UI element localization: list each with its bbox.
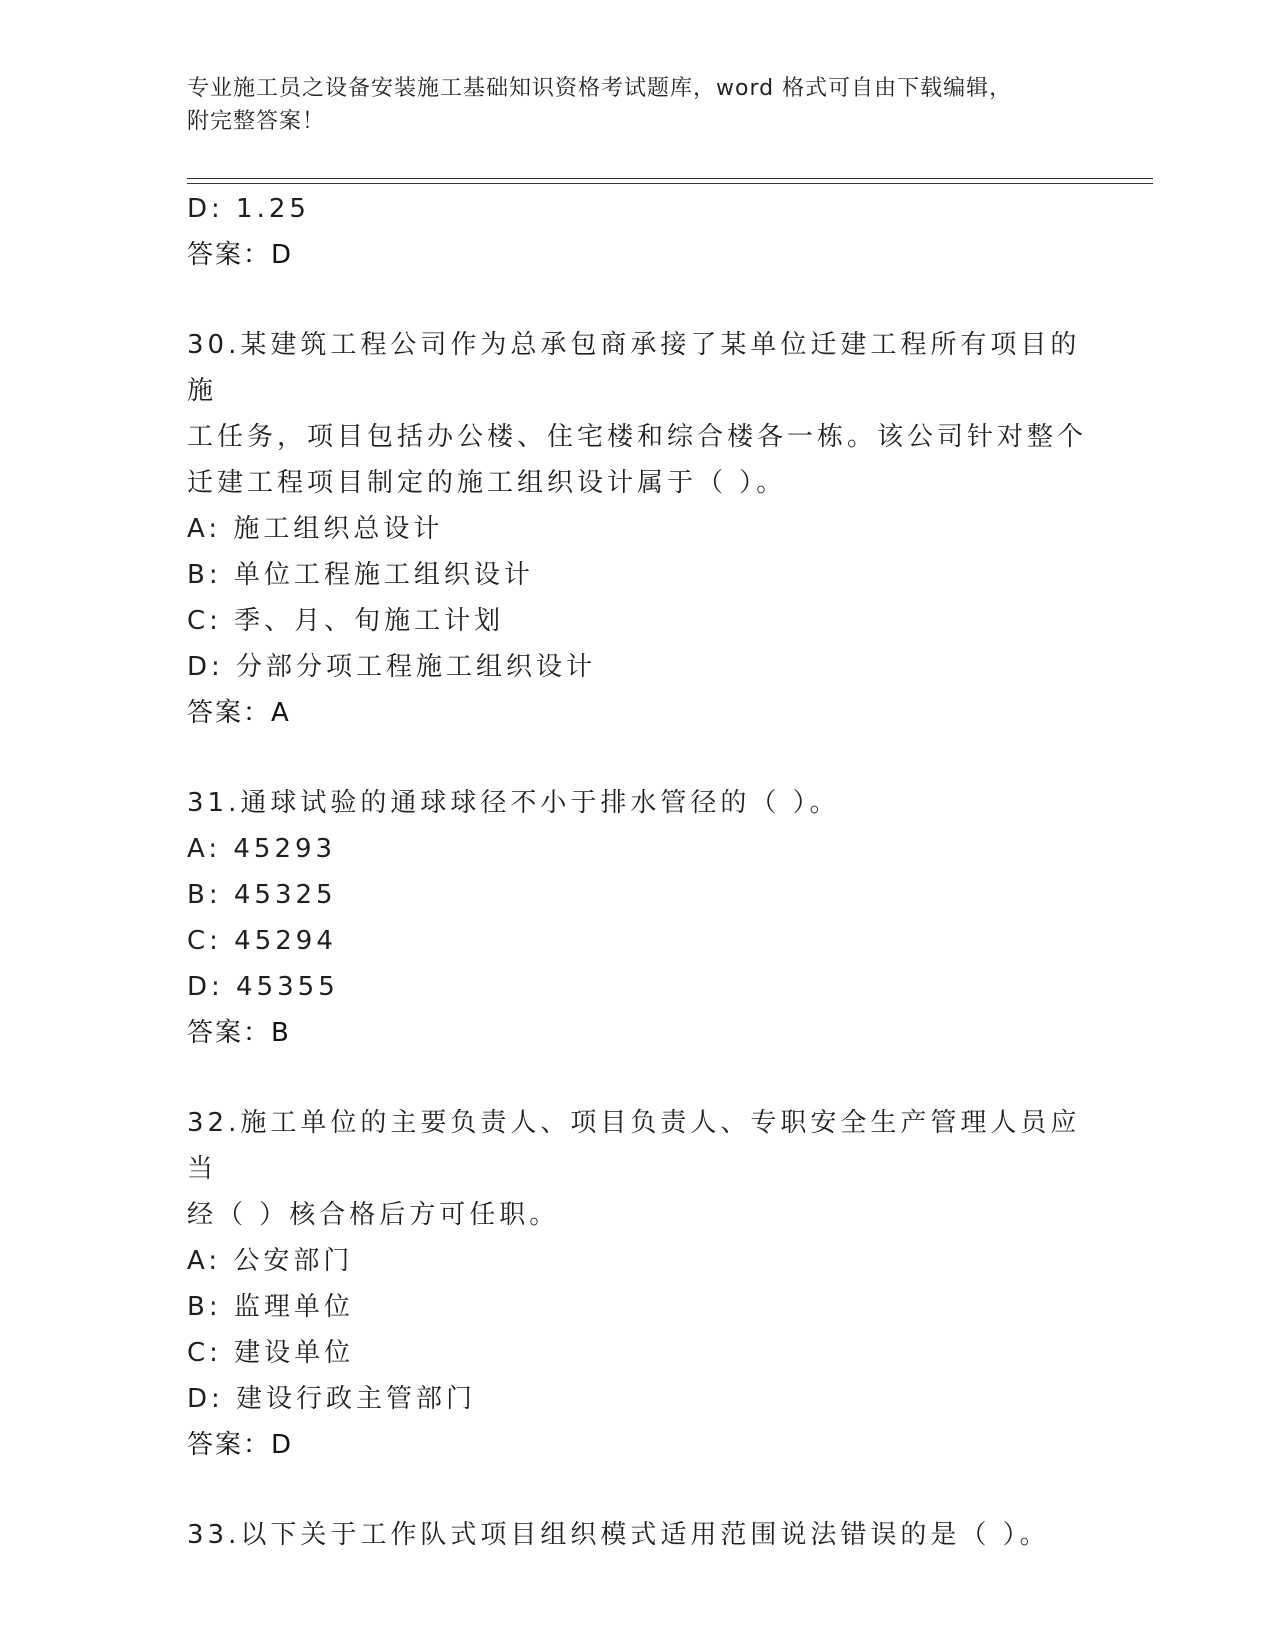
option-b: B: 监理单位 bbox=[187, 1292, 354, 1322]
option-a: A: 45293 bbox=[187, 834, 337, 864]
question-line: 32.施工单位的主要负责人、项目负责人、专职安全生产管理人员应当 bbox=[187, 1108, 1081, 1184]
question-32 bbox=[187, 1100, 1087, 1468]
previous-question-tail bbox=[187, 186, 1087, 278]
header-rule-bottom bbox=[187, 183, 1153, 184]
option-b: B: 45325 bbox=[187, 880, 337, 910]
question-text bbox=[187, 1512, 1087, 1558]
option-a: A: 施工组织总设计 bbox=[187, 514, 444, 544]
question-line: 31.通球试验的通球球径不小于排水管径的（ ）。 bbox=[187, 788, 840, 818]
question-line: 工任务，项目包括办公楼、住宅楼和综合楼各一栋。该公司针对整个 bbox=[187, 422, 1088, 452]
question-line: 经（ ）核合格后方可任职。 bbox=[187, 1200, 560, 1230]
question-line: 30.某建筑工程公司作为总承包商承接了某单位迁建工程所有项目的施 bbox=[187, 330, 1081, 406]
option-c: C: 建设单位 bbox=[187, 1338, 355, 1368]
option-d: D: 45355 bbox=[187, 972, 339, 1002]
option-a: A: 公安部门 bbox=[187, 1246, 354, 1276]
question-line: 迁建工程项目制定的施工组织设计属于（ ）。 bbox=[187, 468, 787, 498]
header-rule-top bbox=[187, 178, 1153, 179]
header-line-1: 专业施工员之设备安装施工基础知识资格考试题库，word 格式可自由下载编辑， bbox=[187, 76, 1013, 101]
option-d: D: 分部分项工程施工组织设计 bbox=[187, 652, 597, 682]
question-text bbox=[187, 1100, 1087, 1238]
question-line: 33.以下关于工作队式项目组织模式适用范围说法错误的是（ ）。 bbox=[187, 1520, 1050, 1550]
header-line-2: 附完整答案！ bbox=[187, 109, 326, 134]
question-31 bbox=[187, 780, 1087, 1056]
answer: 答案：D bbox=[187, 1430, 294, 1460]
question-text bbox=[187, 780, 1087, 826]
answer: 答案：D bbox=[187, 240, 294, 270]
option-c: C: 45294 bbox=[187, 926, 337, 956]
content bbox=[187, 186, 1087, 1558]
page-header bbox=[187, 72, 1067, 138]
option-b: B: 单位工程施工组织设计 bbox=[187, 560, 534, 590]
question-30 bbox=[187, 322, 1087, 736]
option-d: D: 1.25 bbox=[187, 194, 310, 224]
question-text bbox=[187, 322, 1087, 506]
question-33 bbox=[187, 1512, 1087, 1558]
option-c: C: 季、月、旬施工计划 bbox=[187, 606, 505, 636]
option-d: D: 建设行政主管部门 bbox=[187, 1384, 477, 1414]
answer: 答案：B bbox=[187, 1018, 291, 1048]
answer: 答案：A bbox=[187, 698, 291, 728]
